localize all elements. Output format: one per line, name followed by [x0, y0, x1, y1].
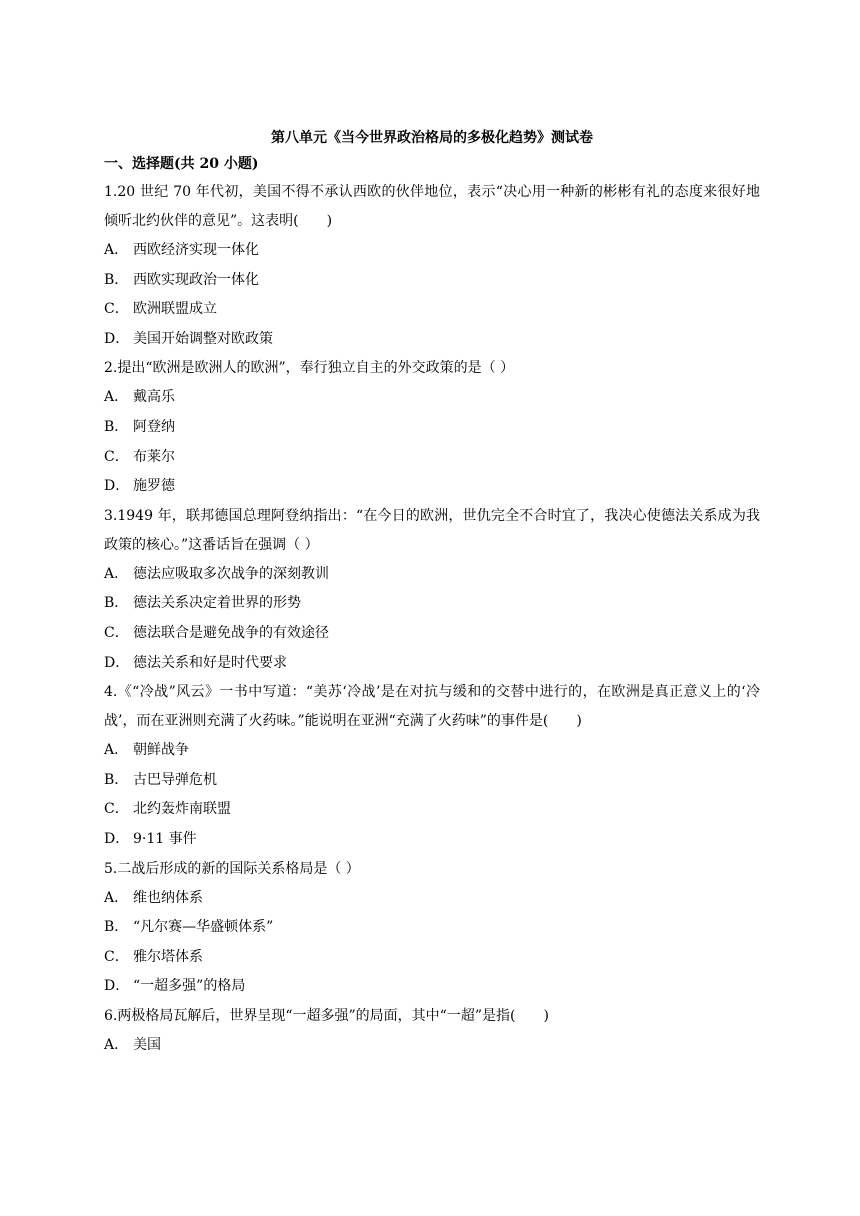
option-letter: D．: [104, 478, 130, 495]
option-letter: A．: [104, 389, 129, 406]
option-a: [104, 736, 760, 766]
option-letter: C．: [104, 948, 129, 965]
question-stem: 2.提出“欧洲是欧洲人的欧洲”，奉行独立自主的外交政策的是（ ）: [104, 360, 515, 377]
option-letter: B．: [104, 771, 129, 788]
option-d: [104, 325, 760, 355]
section-heading: 一、选择题(共 20 小题): [104, 156, 259, 172]
option-text: 维也纳体系: [133, 889, 203, 906]
question-stem: 1.20 世纪 70 年代初，美国不得不承认西欧的伙伴地位，表示“决心用一种新的彬彬有礼的态度来很好地倾听北约伙伴的意见”。这表明( ): [104, 184, 760, 229]
option-c: [104, 443, 760, 473]
option-text: 德法关系决定着世界的形势: [133, 595, 301, 612]
option-text: 德法联合是避免战争的有效途径: [133, 624, 329, 641]
option-letter: B．: [104, 595, 129, 612]
option-a: [104, 560, 760, 590]
option-text: “凡尔赛—华盛顿体系”: [133, 919, 274, 936]
option-text: 德法应吸取多次战争的深刻教训: [133, 565, 329, 582]
option-letter: D．: [104, 330, 130, 347]
option-letter: C．: [104, 624, 129, 641]
option-c: [104, 943, 760, 973]
option-text: 西欧经济实现一体化: [133, 242, 259, 258]
option-c: [104, 619, 760, 649]
option-a: [104, 1031, 760, 1061]
question-stem: 3.1949 年，联邦德国总理阿登纳指出：“在今日的欧洲，世仇完全不合时宜了，我决心使德法关系成为我政策的核心。”这番话旨在强调（ ）: [104, 507, 760, 553]
option-text: 美国开始调整对欧政策: [133, 330, 273, 347]
option-text: 朝鲜战争: [133, 742, 189, 759]
option-letter: A．: [104, 565, 129, 582]
option-text: 古巴导弹危机: [133, 771, 217, 788]
option-a: [104, 884, 760, 914]
option-text: 北约轰炸南联盟: [133, 801, 231, 818]
option-a: [104, 383, 760, 413]
option-text: 雅尔塔体系: [133, 948, 203, 965]
question-1: [104, 178, 760, 354]
option-letter: B．: [104, 271, 129, 288]
option-b: [104, 266, 760, 296]
option-text: “一超多强”的格局: [133, 978, 246, 995]
option-text: 美国: [133, 1036, 161, 1053]
option-letter: D．: [104, 830, 130, 847]
option-letter: C．: [104, 448, 129, 465]
option-letter: B．: [104, 418, 129, 435]
option-a: [104, 236, 760, 266]
question-5: [104, 855, 760, 1002]
option-c: [104, 795, 760, 825]
option-d: [104, 972, 760, 1002]
option-text: 施罗德: [133, 478, 175, 495]
option-text: 欧洲联盟成立: [133, 301, 217, 318]
option-text: 9·11 事件: [133, 830, 197, 847]
option-c: [104, 295, 760, 325]
option-letter: C．: [104, 801, 129, 818]
option-letter: D．: [104, 654, 130, 671]
option-letter: B．: [104, 919, 129, 936]
option-b: [104, 413, 760, 443]
option-b: [104, 913, 760, 943]
option-letter: C．: [104, 301, 129, 318]
question-3: [104, 502, 760, 678]
option-letter: D．: [104, 978, 130, 995]
option-text: 德法关系和好是时代要求: [133, 654, 287, 671]
question-2: [104, 354, 760, 501]
option-text: 布莱尔: [133, 448, 175, 465]
question-stem: 6.两极格局瓦解后，世界呈现“一超多强”的局面，其中“一超”是指( ): [104, 1007, 549, 1024]
document-body: [104, 128, 760, 1060]
question-4: [104, 678, 760, 854]
option-text: 西欧实现政治一体化: [133, 271, 259, 288]
option-letter: A．: [104, 742, 129, 759]
option-text: 戴高乐: [133, 389, 175, 406]
option-b: [104, 766, 760, 796]
option-b: [104, 589, 760, 619]
option-letter: A．: [104, 242, 129, 258]
question-stem: 5.二战后形成的新的国际关系格局是（ ）: [104, 860, 360, 877]
option-d: [104, 649, 760, 679]
option-text: 阿登纳: [133, 418, 175, 435]
option-d: [104, 472, 760, 502]
option-d: [104, 825, 760, 855]
question-6: [104, 1002, 760, 1061]
question-stem: 4.《“冷战”风云》一书中写道：“美苏‘冷战’是在对抗与缓和的交替中进行的，在欧洲是真正意义上的‘冷战’，而在亚洲则充满了火药味。”能说明在亚洲“充满了火药味”的事件是( ): [104, 684, 760, 730]
document-title: 第八单元《当今世界政治格局的多极化趋势》测试卷: [271, 130, 593, 146]
option-letter: A．: [104, 889, 129, 906]
option-letter: A．: [104, 1036, 129, 1053]
